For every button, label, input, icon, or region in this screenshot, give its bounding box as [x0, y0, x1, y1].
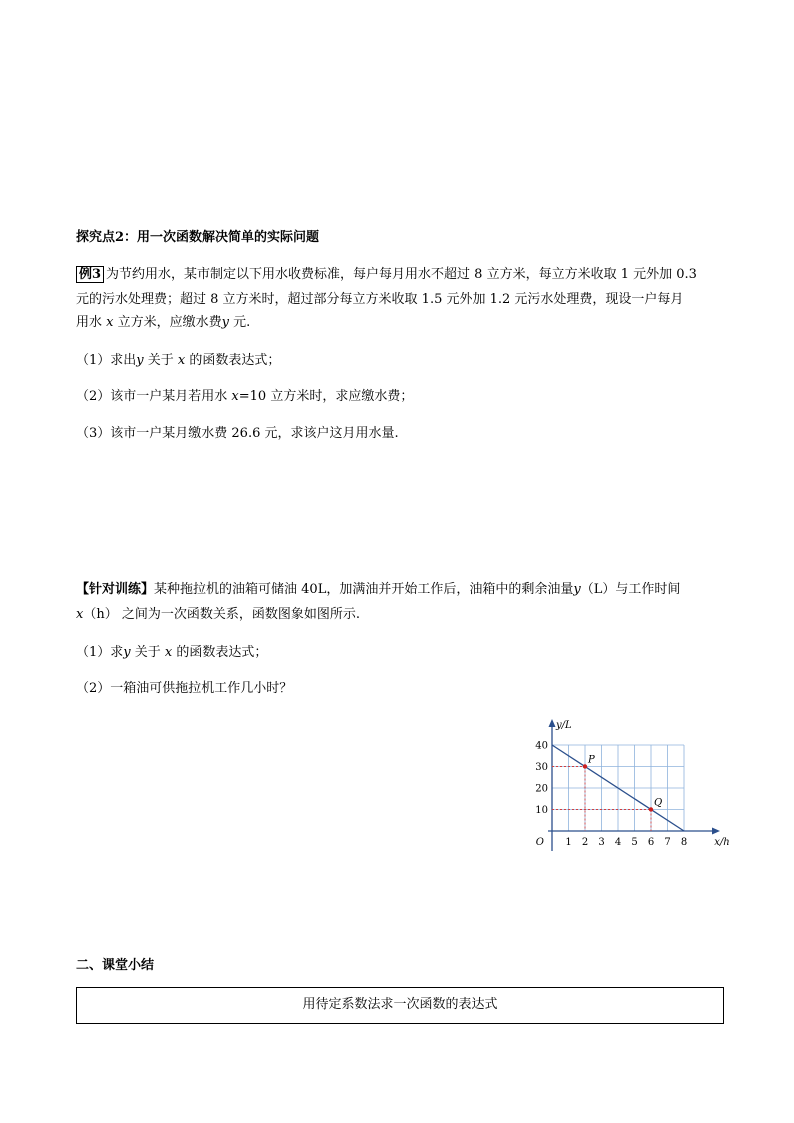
var-y: y — [123, 645, 131, 660]
origin-label: O — [535, 837, 544, 848]
x-tick-label: 3 — [598, 837, 605, 848]
var-x: x — [164, 645, 173, 660]
x-tick-label: 5 — [631, 837, 638, 848]
x-axis-arrow — [712, 828, 720, 835]
var-y: y — [573, 582, 581, 597]
practice-label: 【针对训练】 — [76, 582, 155, 597]
example-line-3 — [76, 314, 250, 332]
x-tick-label: 1 — [565, 837, 572, 848]
pq1-text-c: 的函数表达式； — [172, 645, 268, 660]
q1-text-b: 关于 — [143, 353, 178, 368]
x-tick-label: 7 — [664, 837, 671, 848]
example-text-1: 为节约用水，某市制定以下用水收费标准，每户每月用水不超过 8 立方米，每立方米收取 1 元外加 0.3 — [106, 267, 697, 282]
var-x: x — [106, 315, 114, 330]
section-title: 探究点2：用一次函数解决简单的实际问题 — [76, 230, 320, 245]
practice-line-1 — [76, 581, 680, 599]
var-y: y — [136, 353, 144, 368]
example-question-3: （3）该市一户某月缴水费 26.6 元，求该户这月用水量. — [76, 426, 399, 441]
var-y: y — [221, 315, 229, 330]
pq1-text-a: （1）求 — [76, 645, 124, 660]
y-tick-label: 20 — [535, 783, 548, 795]
practice-line-2 — [76, 606, 360, 624]
q2-text-a: （2）该市一户某月若用水 — [76, 389, 232, 404]
practice-text-1a: 某种拖拉机的油箱可储油 40L，加满油并开始工作后，油箱中的剩余油量 — [154, 582, 574, 597]
q1-text-c: 的函数表达式； — [185, 353, 281, 368]
point-label: Q — [654, 797, 663, 809]
example-line-2: 元的污水处理费；超过 8 立方米时，超过部分每立方米收取 1.5 元外加 1.2 元污水处理费，现设一户每月 — [76, 292, 684, 307]
var-x: x — [177, 353, 186, 368]
pq1-text-b: 关于 — [130, 645, 165, 660]
summary-box-text: 用待定系数法求一次函数的表达式 — [302, 997, 498, 1012]
q2-text-b: =10 立方米时，求应缴水费； — [238, 389, 414, 404]
example-question-1 — [76, 352, 280, 370]
var-x: x — [231, 389, 239, 404]
x-tick-label: 8 — [680, 837, 688, 848]
x-tick-label: 6 — [647, 837, 655, 848]
practice-text-2b: （h） 之间为一次函数关系，函数图象如图所示. — [83, 607, 360, 622]
example-question-2 — [76, 388, 413, 406]
point-label: P — [588, 754, 595, 766]
practice-question-1 — [76, 644, 267, 662]
y-tick-label: 10 — [535, 805, 548, 816]
practice-text-1b: （L）与工作时间 — [580, 582, 681, 597]
fuel-line-chart — [530, 715, 730, 855]
example-text-3c: 元. — [228, 315, 251, 330]
x-tick-label: 2 — [581, 837, 589, 848]
example-text-3b: 立方米，应缴水费 — [113, 315, 222, 330]
example-label: 例3 — [76, 266, 104, 283]
data-point — [649, 807, 653, 811]
summary-box — [76, 987, 724, 1024]
x-tick-label: 4 — [614, 837, 622, 848]
summary-heading: 二、课堂小结 — [76, 958, 155, 973]
var-x: x — [76, 607, 84, 622]
q1-text-a: （1）求出 — [76, 353, 137, 368]
y-tick-label: 30 — [535, 762, 548, 773]
practice-question-2: （2）一箱油可供拖拉机工作几小时？ — [76, 681, 293, 696]
y-tick-label: 40 — [535, 740, 548, 752]
y-axis-label: y/L — [556, 720, 572, 731]
x-axis-label: x/h — [714, 837, 730, 848]
y-axis-arrow — [549, 719, 556, 727]
example-line-1 — [76, 266, 697, 284]
example-text-3a: 用水 — [76, 315, 107, 330]
data-point — [583, 764, 587, 768]
